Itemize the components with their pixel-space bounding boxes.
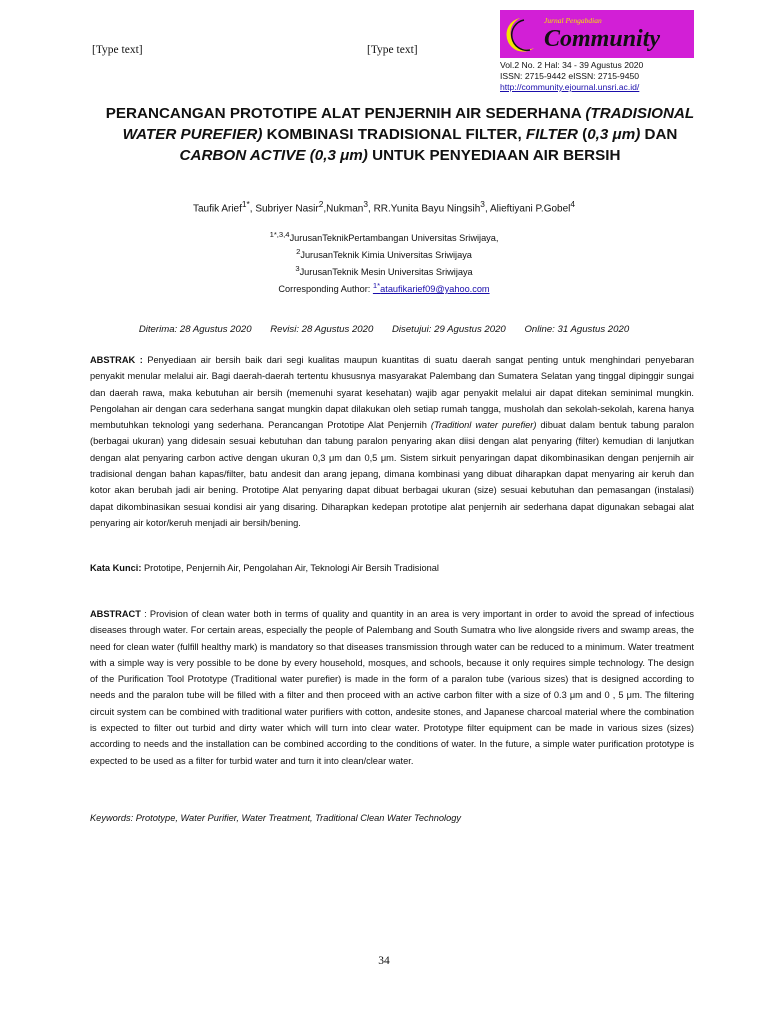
affiliation-line: $^2$JurusanTeknik Kimia Universitas Sriwijaya [296,247,472,261]
affiliation-line: $^{1*,3,4}$JurusanTeknikPertambangan Universitas Sriwijaya, [269,230,499,244]
abstrak-paragraph: ABSTRAK : Penyediaan air bersih baik dari segi kualitas maupun kuantitas di suatu daerah sangat penting untuk menghindari penyebaran penyakit menular melalui air. Bagi daerah-daerah tertentu khususnya masyarakat Palembang dan Sumatera Selatan yang tinggal dipinggir sungai dan daerah rawa, maka kebutuhan air bersih (memenuhi syarat kesehatan) wajib agar penyakit melalui air dapat ditekan seminimal mungkin. Pengolahan air dengan cara sederhana sangat mungkin dapat dilakukan oleh setiap rumah tangga, musholah dan sekolah-sekolah, karena hanya membutuhkan teknologi yang sederhana. Perancangan Prototipe Alat Penjernih (Traditionl water purefier) dibuat dalam bentuk tabung paralon (berbagai ukuran) yang didesain sesuai kebutuhan dan tabung paralon penyaring akan diisi dengan alat penyaring (filter) kemudian di lanjutkan dengan alat penyaring carbon active dengan ukuran 0,3 μm dan 0,5 μm. Sistem sirkuit penyaringan dapat dikombinasikan dengan penjernih air tradisional dengan bahan kapas/filter, batu andesit dan arang jepang, dimana kombinasi yang dibuat diharapkan dapat menyaring air keruh dan kotor akan berubah jadi air bening. Prototipe Alat penyaring dapat dibuat berbagai ukuran (size) sesuai kebutuhan dan pemasangan (instalasi) dapat dikombinasikan sesuai kondisi air yang disaring. Diharapkan kedepan prototipe alat penjernih air sederhana dapat digunakan sebagai alat penyaring air kotor/keruh menjadi air bersih/bening. [90,355,695,528]
abstract-label: ABSTRACT [90,609,141,619]
header-placeholder-left: [Type text] [92,44,143,56]
abstract-paragraph: ABSTRACT : Provision of clean water both in terms of quality and quantity in an area is very important in order to avoid the spread of infectious diseases through water. For certain areas, especially the people of Palembang and South Sumatra who live alongside rivers and swamp areas, the need for clean water (fulfill healthy mark) is mandatory so that diseases transmission through water can be reduced to a minimum. Water treatment with a simple way is very possible to be done by every household, mosques, and schools, because it only requires simple technology. The design of the Purification Tool Prototype (Traditional water purefier) is made in the form of a paralon tube (various sizes) that is designed according to needs and the paralon tube will be filled with a filter and then proceed with an active carbon filter with a size of 0.3 μm and 0 , 5 μm. The filtering circuit system can be combined with traditional water purifiers with cotton, andesite stones, and Japanese charcoal material where the combination is expected to filter out turbid and dirty water which will turn into clear water. Prototype filter equipment can be made in various sizes (sizes) according to needs and the installation can be combined according to the conditions of water. In the future, a simple water purification prototype is expected to be used as a filter for turbid water and turn it into clean/clear water. [90,609,694,766]
date-accepted: Disetujui: 29 Agustus 2020 [391,324,506,335]
date-online: Online: 31 Agustus 2020 [524,324,630,335]
journal-logo [500,10,694,58]
issn-info: ISSN: 2715-9442 eISSN: 2715-9450 [500,71,640,81]
author-list: Taufik Arief$^{1*}$, Subriyer Nasir$^2$,Nukman$^3$, RR.Yunita Bayu Ningsih$^3$, Alieftiyani P.Gobel$^4$ [192,199,576,215]
author-name: Nukman [326,203,364,215]
header-placeholder-center: [Type text] [367,44,418,56]
affiliation-line: $^3$JurusanTeknik Mesin Universitas Sriwijaya [295,264,473,278]
journal-small-text: Jurnal Pengabdian [544,16,602,25]
abstrak-label: ABSTRAK : [90,355,148,365]
kata-kunci: Kata Kunci: Prototipe, Penjernih Air, Pengolahan Air, Teknologi Air Bersih Tradisional [90,563,439,573]
journal-meta [500,60,643,93]
community-logo-icon [500,10,694,58]
date-received: Diterima: 28 Agustus 2020 [138,324,252,335]
author-name: RR.Yunita Bayu Ningsih [373,203,481,215]
paper-title: PERANCANGAN PROTOTIPE ALAT PENJERNIH AIR SEDERHANA (TRADISIONAL WATER PUREFIER) KOMBINASI TRADISIONAL FILTER, FILTER (0,3 μm) DAN CARBON ACTIVE (0,3 μm) UNTUK PENYEDIAAN AIR BERSIH [105,105,695,164]
author-email-link[interactable]: $^{1*}$ataufikarief09@yahoo.com [372,281,490,295]
keywords: Keywords: Prototype, Water Purifier, Water Treatment, Traditional Clean Water Technology [90,813,462,823]
volume-info: Vol.2 No. 2 Hal: 34 - 39 Agustus 2020 [500,60,644,70]
journal-url-link[interactable]: http://community.ejournal.unsri.ac.id/ [500,82,640,92]
author-name: Taufik Arief [192,203,242,215]
author-name: Subriyer Nasir [255,203,319,215]
author-name: Alieftiyani P.Gobel [489,203,571,215]
page-number: 34 [378,955,390,967]
article-dates [0,324,768,335]
corresponding-author: Corresponding Author: $^{1*}$ataufikarief09@yahoo.com [278,281,490,295]
journal-name-text: Community [544,26,661,52]
affiliations [0,228,768,279]
date-revised: Revisi: 28 Agustus 2020 [270,324,374,335]
